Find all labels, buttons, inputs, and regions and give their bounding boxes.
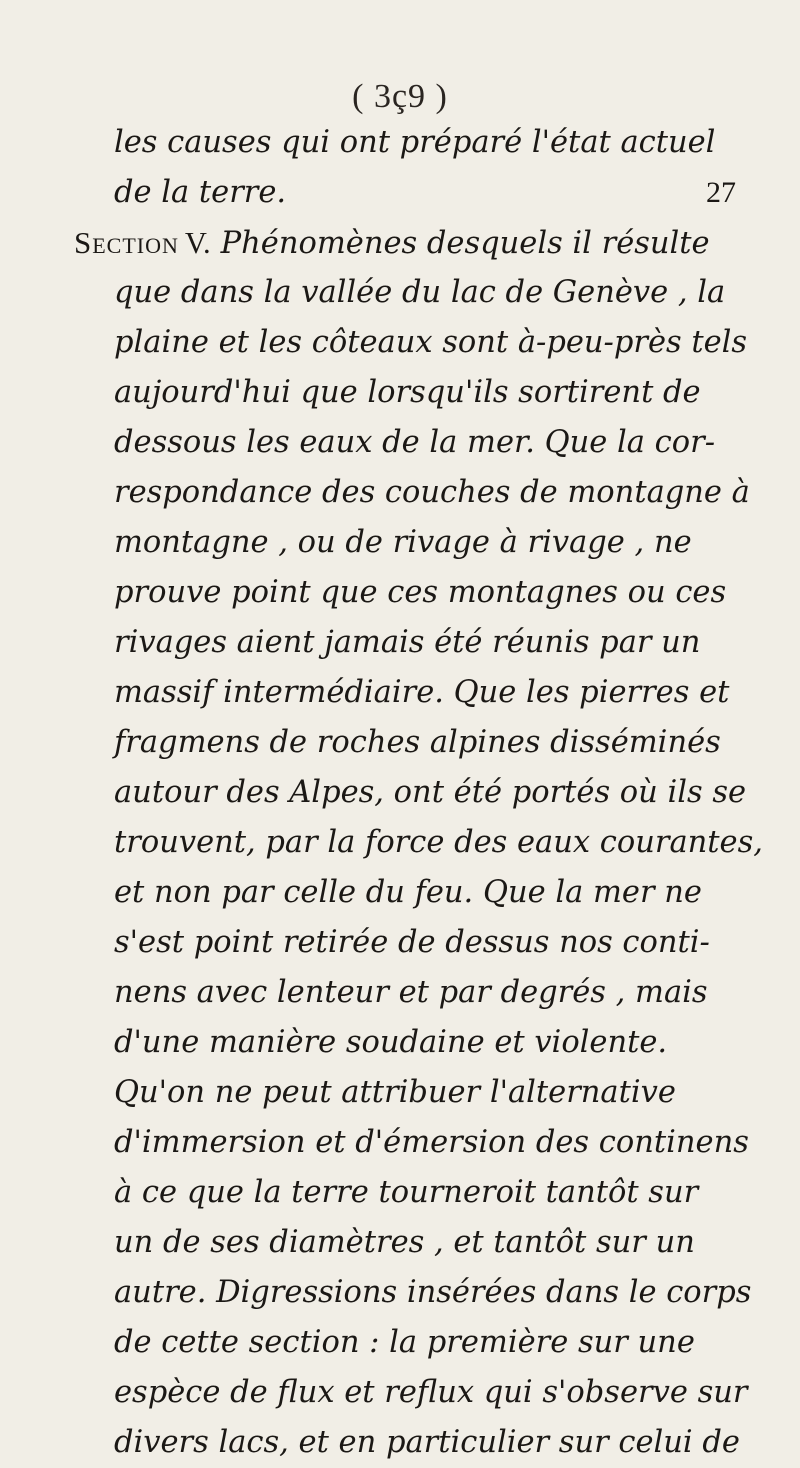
section-label: Section bbox=[74, 225, 179, 260]
body-text bbox=[74, 118, 763, 1468]
text-line: dessous les eaux de la mer. Que la cor- bbox=[114, 425, 716, 460]
text-line: fragmens de roches alpines disséminés bbox=[114, 725, 721, 760]
text-line: nens avec lenteur et par degrés , mais bbox=[114, 975, 708, 1010]
text-line: massif intermédiaire. Que les pierres et bbox=[114, 675, 730, 710]
text-line: trouvent, par la force des eaux courantes, bbox=[114, 825, 763, 860]
text-line bbox=[74, 218, 754, 268]
text-line: autre. Digressions insérées dans le corps bbox=[114, 1275, 752, 1310]
text-line: et non par celle du feu. Que la mer ne bbox=[114, 875, 702, 910]
text-line: d'une manière soudaine et violente. bbox=[114, 1025, 668, 1060]
text-line: à ce que la terre tourneroit tantôt sur bbox=[114, 1175, 699, 1210]
text-line: rivages aient jamais été réunis par un bbox=[114, 625, 701, 660]
text-line: divers lacs, et en particulier sur celui de bbox=[114, 1425, 740, 1460]
section-title: Phénomènes desquels il résulte bbox=[220, 226, 710, 261]
text-line: de cette section : la première sur une bbox=[114, 1325, 695, 1360]
text-line: aujourd'hui que lorsqu'ils sortirent de bbox=[114, 375, 701, 410]
text-line: autour des Alpes, ont été portés où ils se bbox=[114, 775, 747, 810]
text-line: prouve point que ces montagnes ou ces bbox=[114, 575, 727, 610]
text-line: plaine et les côteaux sont à-peu-près tels bbox=[114, 325, 748, 360]
text-line: respondance des couches de montagne à bbox=[114, 475, 750, 510]
text-line: s'est point retirée de dessus nos conti- bbox=[114, 925, 710, 960]
text-line: que dans la vallée du lac de Genève , la bbox=[114, 275, 726, 310]
text-line: montagne , ou de rivage à rivage , ne bbox=[114, 525, 692, 560]
section-number: V. bbox=[184, 226, 211, 260]
text-line: Qu'on ne peut attribuer l'alternative bbox=[114, 1075, 676, 1110]
text-line: espèce de flux et reflux qui s'observe sur bbox=[114, 1375, 748, 1410]
text-line: d'immersion et d'émersion des continens bbox=[114, 1125, 749, 1160]
text-line-content: de la terre. bbox=[114, 175, 287, 210]
page-number: ( 3ç9 ) bbox=[352, 78, 448, 115]
page-reference: 27 bbox=[706, 176, 736, 209]
text-line: un de ses diamètres , et tantôt sur un bbox=[114, 1225, 695, 1260]
text-line bbox=[114, 168, 754, 218]
text-line: les causes qui ont préparé l'état actuel bbox=[114, 125, 716, 160]
